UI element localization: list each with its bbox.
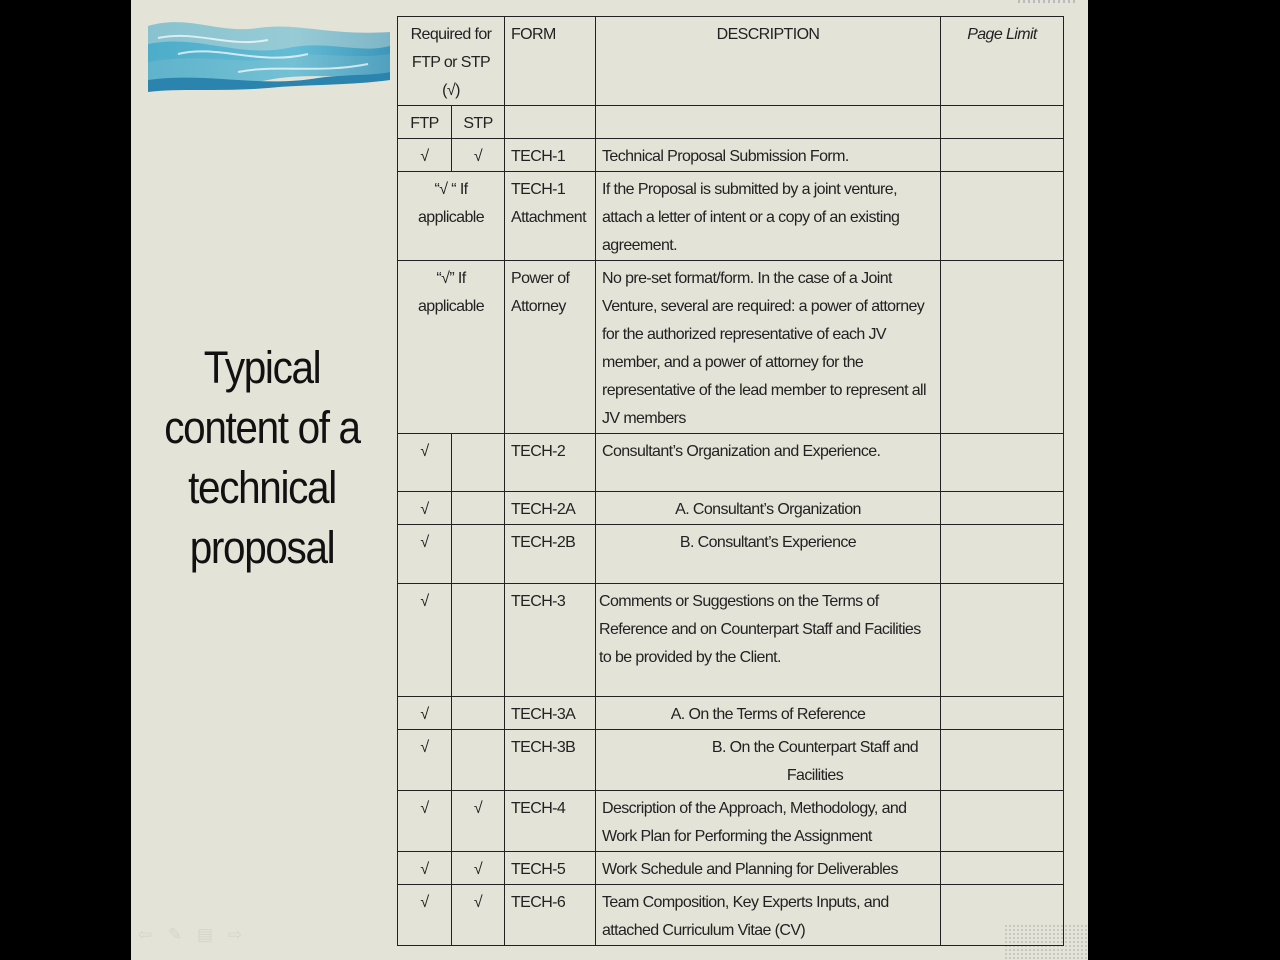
applicability: “√ “ If applicable: [398, 172, 505, 261]
form-code: TECH-6: [505, 885, 596, 946]
table-row: [398, 791, 1064, 852]
title-line: Typical: [203, 342, 321, 393]
ftp-check: √: [398, 139, 452, 172]
table-row: [398, 697, 1064, 730]
stp-check: [452, 525, 505, 584]
form-code: TECH-2A: [505, 492, 596, 525]
ftp-check: √: [398, 525, 452, 584]
empty-cell: [505, 106, 596, 139]
page-limit: [941, 139, 1064, 172]
slide-navigation: [134, 925, 246, 945]
description: Work Schedule and Planning for Deliverables: [596, 852, 941, 885]
page-limit: [941, 172, 1064, 261]
table-row: [398, 885, 1064, 946]
ftp-check: √: [398, 791, 452, 852]
stp-check: √: [452, 885, 505, 946]
ftp-check: √: [398, 730, 452, 791]
table-row: [398, 492, 1064, 525]
applicability: “√” If applicable: [398, 261, 505, 434]
subheader-row: [398, 106, 1064, 139]
form-code: TECH-1 Attachment: [505, 172, 596, 261]
header-page-limit: Page Limit: [941, 17, 1064, 106]
nav-menu-icon[interactable]: ▤: [196, 925, 214, 944]
wave-logo-icon: [148, 14, 390, 94]
table-row: [398, 261, 1064, 434]
empty-cell: [941, 106, 1064, 139]
page-limit: [941, 852, 1064, 885]
table-row: [398, 852, 1064, 885]
ftp-check: √: [398, 492, 452, 525]
stp-check: √: [452, 791, 505, 852]
title-line: content of a: [164, 402, 360, 453]
empty-cell: [596, 106, 941, 139]
description: A. On the Terms of Reference: [596, 697, 941, 730]
stp-check: [452, 697, 505, 730]
stp-check: [452, 434, 505, 492]
form-code: TECH-1: [505, 139, 596, 172]
form-code: TECH-3: [505, 584, 596, 697]
header-form: FORM: [505, 17, 596, 106]
page-limit: [941, 697, 1064, 730]
nav-pen-icon[interactable]: ✎: [167, 925, 183, 944]
description: Description of the Approach, Methodology, and Work Plan for Performing the Assignment: [596, 791, 941, 852]
form-code: TECH-2B: [505, 525, 596, 584]
ftp-check: √: [398, 434, 452, 492]
stp-check: √: [452, 852, 505, 885]
form-code: TECH-3A: [505, 697, 596, 730]
ftp-check: √: [398, 584, 452, 697]
table-row: [398, 172, 1064, 261]
header-description: DESCRIPTION: [596, 17, 941, 106]
technical-proposal-table: [397, 16, 1064, 946]
header-row: [398, 17, 1064, 106]
ftp-check: √: [398, 885, 452, 946]
header-stp: STP: [452, 106, 505, 139]
description: Team Composition, Key Experts Inputs, and attached Curriculum Vitae (CV): [596, 885, 941, 946]
table-row: [398, 434, 1064, 492]
description: Comments or Suggestions on the Terms of Reference and on Counterpart Staff and Facilities to be provided by the Client.: [596, 584, 941, 697]
page-limit: [941, 434, 1064, 492]
nav-back-icon[interactable]: ⇦: [137, 925, 153, 944]
page-limit: [941, 584, 1064, 697]
form-code: TECH-3B: [505, 730, 596, 791]
description: No pre-set format/form. In the case of a Joint Venture, several are required: a power of attorney for the authorized representative of each JV member, and a power of attorney for the representative of the lead member to represent all JV members: [596, 261, 941, 434]
page-limit: [941, 492, 1064, 525]
ftp-check: √: [398, 852, 452, 885]
form-code: TECH-5: [505, 852, 596, 885]
title-line: proposal: [189, 522, 335, 573]
form-code: TECH-4: [505, 791, 596, 852]
stp-check: [452, 584, 505, 697]
decorative-dots-top: [1018, 0, 1078, 3]
slide-title: [159, 338, 364, 578]
table-row: [398, 584, 1064, 697]
description: B. On the Counterpart Staff and Facilities: [596, 730, 941, 791]
page-limit: [941, 261, 1064, 434]
nav-forward-icon[interactable]: ⇨: [227, 925, 243, 944]
form-code: Power of Attorney: [505, 261, 596, 434]
description: Consultant’s Organization and Experience.: [596, 434, 941, 492]
table-row: [398, 525, 1064, 584]
stp-check: √: [452, 139, 505, 172]
ftp-check: √: [398, 697, 452, 730]
page-limit: [941, 525, 1064, 584]
description: If the Proposal is submitted by a joint venture, attach a letter of intent or a copy of an existing agreement.: [596, 172, 941, 261]
header-required: Required for FTP or STP (√): [398, 17, 505, 106]
form-code: TECH-2: [505, 434, 596, 492]
page-limit: [941, 791, 1064, 852]
title-line: technical: [188, 462, 336, 513]
stp-check: [452, 730, 505, 791]
stp-check: [452, 492, 505, 525]
page-limit: [941, 885, 1064, 946]
table-row: [398, 139, 1064, 172]
description: B. Consultant’s Experience: [596, 525, 941, 584]
description: Technical Proposal Submission Form.: [596, 139, 941, 172]
header-ftp: FTP: [398, 106, 452, 139]
page-limit: [941, 730, 1064, 791]
table-row: [398, 730, 1064, 791]
description: A. Consultant’s Organization: [596, 492, 941, 525]
